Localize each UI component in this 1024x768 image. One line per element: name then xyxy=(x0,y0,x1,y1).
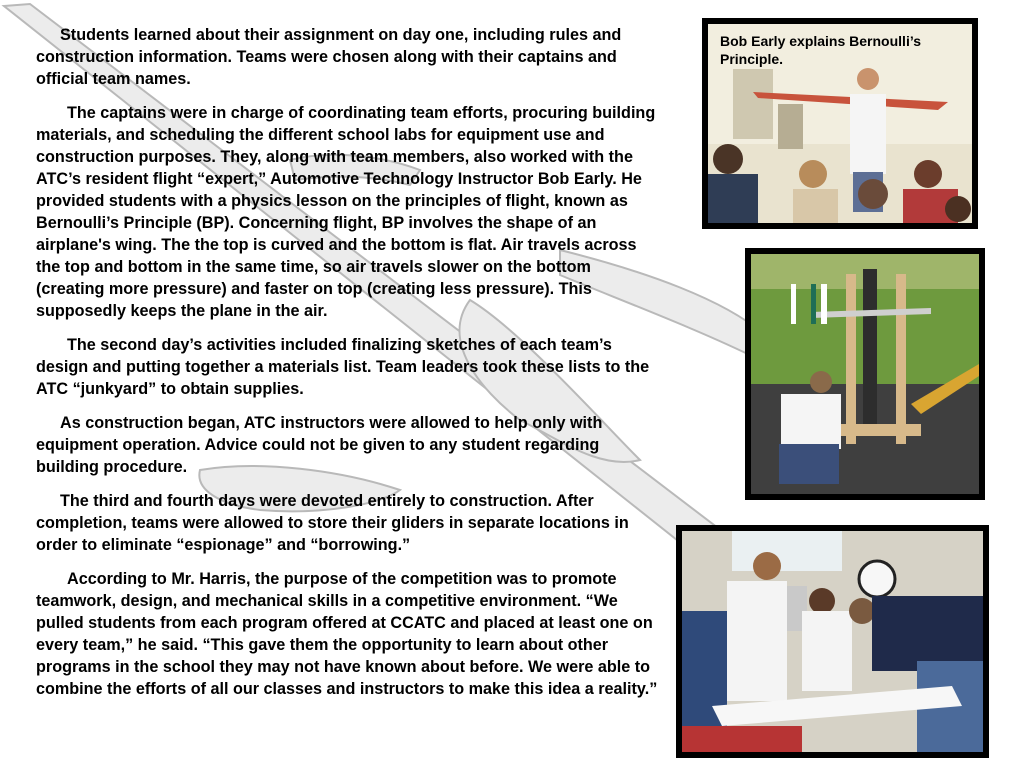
photo-caption: Bob Early explains Bernoulli’s Principle. xyxy=(720,33,921,67)
article-paragraph: As construction began, ATC instructors were allowed to help only with equipment operation. Advice could not be given to any student regarding building procedure. xyxy=(36,414,603,476)
article-paragraph: Students learned about their assignment on day one, including rules and construction information. Teams were chosen along with their captains and official team names. xyxy=(36,26,622,88)
article-paragraph: According to Mr. Harris, the purpose of the competition was to promote teamwork, design, and mechanical skills in a competitive environment. “We pulled students from each program offered at CCATC and placed at least one on every team,” he said. “This gave them the opportunity to learn about other programs in the school they may not have known about before. We were able to combine the efforts of all our classes and instructors to make this idea a reality.” xyxy=(36,570,658,698)
classroom-photo xyxy=(702,18,978,229)
article-body xyxy=(36,24,658,712)
workshop-photo xyxy=(676,525,989,758)
article-paragraph: The third and fourth days were devoted entirely to construction. After completion, teams were allowed to store their gliders in separate locations in order to eliminate “espionage” and “borrowing.” xyxy=(36,492,629,554)
launcher-photo xyxy=(745,248,985,500)
article-paragraph: The captains were in charge of coordinating team efforts, procuring building materials, and scheduling the different school labs for equipment use and construction purposes. They, along with team members, also worked with the ATC’s resident flight “expert,” Automotive Technology Instructor Bob Early. He provided students with a physics lesson on the principles of flight, known as Bernoulli’s Principle (BP). Concerning flight, BP involves the shape of an airplane's wing. The the top is curved and the bottom is flat. Air travels across the top and bottom in the same time, so air travels slower on the bottom (creating more pressure) and faster on top (creating less pressure). This supposedly keeps the plane in the air. xyxy=(36,104,656,320)
article-paragraph: The second day’s activities included finalizing sketches of each team’s design and putting together a materials list. Team leaders took these lists to the ATC “junkyard” to obtain supplies. xyxy=(36,336,650,398)
